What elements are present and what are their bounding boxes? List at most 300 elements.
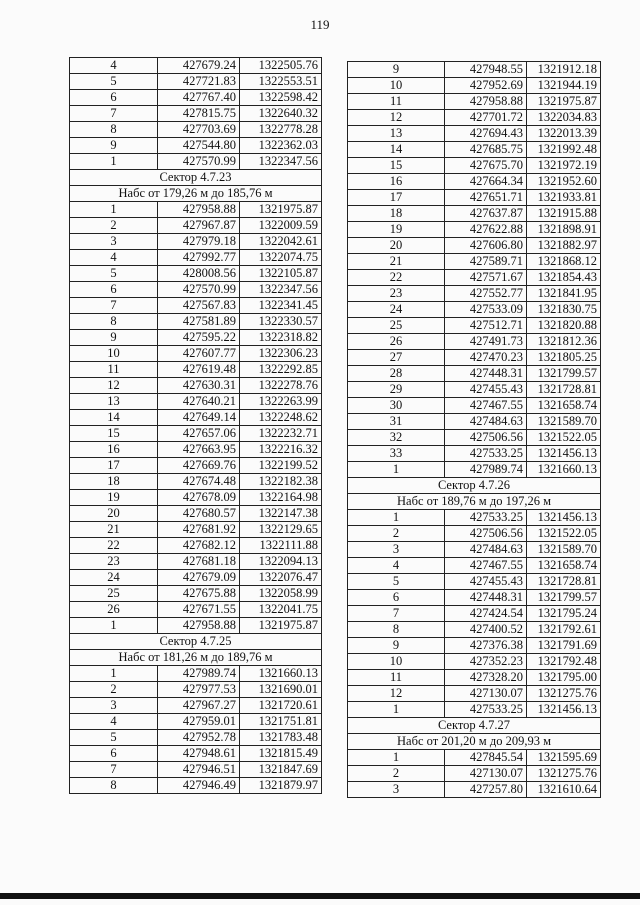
point-number: 11: [348, 670, 445, 686]
y-coordinate: 1321795.24: [527, 606, 601, 622]
point-number: 3: [70, 234, 158, 250]
point-number: 1: [348, 462, 445, 478]
sector-heading-row: [70, 634, 322, 650]
table-row: [348, 302, 601, 318]
y-coordinate: 1321751.81: [240, 714, 322, 730]
y-coordinate: 1321820.88: [527, 318, 601, 334]
x-coordinate: 427815.75: [158, 106, 240, 122]
table-row: [70, 506, 322, 522]
table-row: [348, 190, 601, 206]
x-coordinate: 427570.99: [158, 282, 240, 298]
table-row: [70, 730, 322, 746]
point-number: 1: [70, 618, 158, 634]
point-number: 29: [348, 382, 445, 398]
y-coordinate: 1321792.48: [527, 654, 601, 670]
y-coordinate: 1322034.83: [527, 110, 601, 126]
x-coordinate: 427767.40: [158, 90, 240, 106]
point-number: 5: [70, 730, 158, 746]
table-row: [348, 366, 601, 382]
x-coordinate: 427958.88: [158, 202, 240, 218]
point-number: 15: [70, 426, 158, 442]
y-coordinate: 1321589.70: [527, 542, 601, 558]
table-row: [70, 378, 322, 394]
point-number: 21: [70, 522, 158, 538]
x-coordinate: 427470.23: [445, 350, 527, 366]
y-coordinate: 1322318.82: [240, 330, 322, 346]
sector-range-row: [70, 650, 322, 666]
table-row: [70, 330, 322, 346]
point-number: 11: [70, 362, 158, 378]
x-coordinate: 427506.56: [445, 526, 527, 542]
x-coordinate: 427663.95: [158, 442, 240, 458]
y-coordinate: 1322330.57: [240, 314, 322, 330]
point-number: 26: [70, 602, 158, 618]
x-coordinate: 427685.75: [445, 142, 527, 158]
table-row: [70, 410, 322, 426]
point-number: 16: [70, 442, 158, 458]
point-number: 7: [70, 298, 158, 314]
table-row: [70, 538, 322, 554]
table-row: [348, 782, 601, 798]
table-row: [348, 206, 601, 222]
x-coordinate: 427448.31: [445, 366, 527, 382]
point-number: 6: [70, 746, 158, 762]
y-coordinate: 1322778.28: [240, 122, 322, 138]
y-coordinate: 1321868.12: [527, 254, 601, 270]
table-row: [70, 746, 322, 762]
point-number: 12: [348, 686, 445, 702]
x-coordinate: 427606.80: [445, 238, 527, 254]
x-coordinate: 428008.56: [158, 266, 240, 282]
x-coordinate: 427552.77: [445, 286, 527, 302]
x-coordinate: 427649.14: [158, 410, 240, 426]
sector-range: Набс от 201,20 м до 209,93 м: [348, 734, 601, 750]
x-coordinate: 427637.87: [445, 206, 527, 222]
point-number: 19: [70, 490, 158, 506]
sector-range-row: [70, 186, 322, 202]
y-coordinate: 1322505.76: [240, 58, 322, 74]
point-number: 3: [348, 782, 445, 798]
x-coordinate: 427467.55: [445, 558, 527, 574]
x-coordinate: 427581.89: [158, 314, 240, 330]
table-row: [348, 270, 601, 286]
table-row: [348, 78, 601, 94]
point-number: 19: [348, 222, 445, 238]
point-number: 25: [70, 586, 158, 602]
table-row: [348, 174, 601, 190]
y-coordinate: 1321975.87: [527, 94, 601, 110]
y-coordinate: 1321933.81: [527, 190, 601, 206]
point-number: 4: [70, 250, 158, 266]
table-row: [348, 654, 601, 670]
table-row: [70, 346, 322, 362]
y-coordinate: 1322292.85: [240, 362, 322, 378]
x-coordinate: 427681.18: [158, 554, 240, 570]
x-coordinate: 427952.69: [445, 78, 527, 94]
x-coordinate: 427959.01: [158, 714, 240, 730]
table-row: [348, 222, 601, 238]
point-number: 23: [70, 554, 158, 570]
table-row: [348, 350, 601, 366]
x-coordinate: 427664.34: [445, 174, 527, 190]
y-coordinate: 1322347.56: [240, 282, 322, 298]
table-row: [70, 250, 322, 266]
table-row: [348, 94, 601, 110]
x-coordinate: 427671.55: [158, 602, 240, 618]
point-number: 5: [70, 74, 158, 90]
y-coordinate: 1322147.38: [240, 506, 322, 522]
point-number: 13: [348, 126, 445, 142]
x-coordinate: 427674.48: [158, 474, 240, 490]
point-number: 8: [348, 622, 445, 638]
y-coordinate: 1322041.75: [240, 602, 322, 618]
y-coordinate: 1321912.18: [527, 62, 601, 78]
x-coordinate: 427512.71: [445, 318, 527, 334]
x-coordinate: 427678.09: [158, 490, 240, 506]
point-number: 23: [348, 286, 445, 302]
x-coordinate: 427533.25: [445, 510, 527, 526]
x-coordinate: 427352.23: [445, 654, 527, 670]
table-row: [348, 414, 601, 430]
x-coordinate: 427424.54: [445, 606, 527, 622]
y-coordinate: 1321792.61: [527, 622, 601, 638]
point-number: 1: [70, 666, 158, 682]
y-coordinate: 1321783.48: [240, 730, 322, 746]
table-row: [348, 62, 601, 78]
table-row: [70, 442, 322, 458]
x-coordinate: 427703.69: [158, 122, 240, 138]
point-number: 25: [348, 318, 445, 334]
y-coordinate: 1322278.76: [240, 378, 322, 394]
point-number: 22: [70, 538, 158, 554]
point-number: 20: [70, 506, 158, 522]
x-coordinate: 427571.67: [445, 270, 527, 286]
point-number: 2: [70, 682, 158, 698]
x-coordinate: 427679.24: [158, 58, 240, 74]
y-coordinate: 1322111.88: [240, 538, 322, 554]
x-coordinate: 427567.83: [158, 298, 240, 314]
table-row: [70, 362, 322, 378]
point-number: 30: [348, 398, 445, 414]
x-coordinate: 427682.12: [158, 538, 240, 554]
table-row: [70, 138, 322, 154]
y-coordinate: 1321898.91: [527, 222, 601, 238]
point-number: 1: [70, 202, 158, 218]
table-row: [70, 154, 322, 170]
y-coordinate: 1321841.95: [527, 286, 601, 302]
y-coordinate: 1321275.76: [527, 686, 601, 702]
table-row: [348, 638, 601, 654]
y-coordinate: 1321728.81: [527, 382, 601, 398]
table-row: [70, 266, 322, 282]
point-number: 10: [348, 78, 445, 94]
y-coordinate: 1322074.75: [240, 250, 322, 266]
x-coordinate: 427958.88: [158, 618, 240, 634]
sector-heading-row: [348, 718, 601, 734]
point-number: 27: [348, 350, 445, 366]
x-coordinate: 427328.20: [445, 670, 527, 686]
point-number: 33: [348, 446, 445, 462]
point-number: 31: [348, 414, 445, 430]
table-row: [348, 606, 601, 622]
point-number: 6: [70, 282, 158, 298]
point-number: 7: [348, 606, 445, 622]
x-coordinate: 427484.63: [445, 542, 527, 558]
x-coordinate: 427681.92: [158, 522, 240, 538]
table-row: [70, 698, 322, 714]
y-coordinate: 1322042.61: [240, 234, 322, 250]
x-coordinate: 427533.09: [445, 302, 527, 318]
y-coordinate: 1322216.32: [240, 442, 322, 458]
point-number: 10: [348, 654, 445, 670]
table-row: [348, 526, 601, 542]
table-row: [348, 142, 601, 158]
x-coordinate: 427948.61: [158, 746, 240, 762]
point-number: 22: [348, 270, 445, 286]
table-row: [70, 682, 322, 698]
x-coordinate: 427669.76: [158, 458, 240, 474]
table-row: [70, 458, 322, 474]
point-number: 13: [70, 394, 158, 410]
y-coordinate: 1322199.52: [240, 458, 322, 474]
y-coordinate: 1322598.42: [240, 90, 322, 106]
x-coordinate: 427989.74: [158, 666, 240, 682]
x-coordinate: 427992.77: [158, 250, 240, 266]
y-coordinate: 1322182.38: [240, 474, 322, 490]
y-coordinate: 1321522.05: [527, 526, 601, 542]
x-coordinate: 427400.52: [445, 622, 527, 638]
point-number: 7: [70, 762, 158, 778]
x-coordinate: 427630.31: [158, 378, 240, 394]
y-coordinate: 1321944.19: [527, 78, 601, 94]
table-row: [70, 106, 322, 122]
point-number: 24: [348, 302, 445, 318]
sector-heading-row: [70, 170, 322, 186]
table-row: [348, 238, 601, 254]
x-coordinate: 427679.09: [158, 570, 240, 586]
table-row: [348, 110, 601, 126]
y-coordinate: 1322553.51: [240, 74, 322, 90]
point-number: 17: [70, 458, 158, 474]
point-number: 6: [70, 90, 158, 106]
x-coordinate: 427589.71: [445, 254, 527, 270]
sector-range-row: [348, 734, 601, 750]
x-coordinate: 427948.55: [445, 62, 527, 78]
table-row: [70, 202, 322, 218]
x-coordinate: 427680.57: [158, 506, 240, 522]
table-row: [348, 158, 601, 174]
x-coordinate: 427376.38: [445, 638, 527, 654]
table-row: [348, 430, 601, 446]
x-coordinate: 427484.63: [445, 414, 527, 430]
x-coordinate: 427448.31: [445, 590, 527, 606]
table-row: [348, 702, 601, 718]
table-row: [70, 74, 322, 90]
point-number: 1: [70, 154, 158, 170]
point-number: 6: [348, 590, 445, 606]
table-row: [70, 90, 322, 106]
point-number: 11: [348, 94, 445, 110]
x-coordinate: 427619.48: [158, 362, 240, 378]
sector-title: Сектор 4.7.23: [70, 170, 322, 186]
page-number: 119: [310, 17, 330, 32]
y-coordinate: 1321658.74: [527, 558, 601, 574]
x-coordinate: 427675.70: [445, 158, 527, 174]
point-number: 2: [348, 766, 445, 782]
x-coordinate: 427640.21: [158, 394, 240, 410]
y-coordinate: 1322129.65: [240, 522, 322, 538]
sector-title: Сектор 4.7.25: [70, 634, 322, 650]
x-coordinate: 427675.88: [158, 586, 240, 602]
point-number: 9: [70, 330, 158, 346]
left-coordinates-table: [69, 57, 322, 794]
table-row: [348, 254, 601, 270]
y-coordinate: 1321975.87: [240, 202, 322, 218]
table-row: [348, 318, 601, 334]
table-row: [348, 590, 601, 606]
table-row: [348, 286, 601, 302]
table-row: [70, 522, 322, 538]
point-number: 4: [348, 558, 445, 574]
point-number: 26: [348, 334, 445, 350]
x-coordinate: 427651.71: [445, 190, 527, 206]
y-coordinate: 1322347.56: [240, 154, 322, 170]
x-coordinate: 427952.78: [158, 730, 240, 746]
point-number: 5: [348, 574, 445, 590]
x-coordinate: 427595.22: [158, 330, 240, 346]
y-coordinate: 1321854.43: [527, 270, 601, 286]
table-row: [70, 714, 322, 730]
x-coordinate: 427946.51: [158, 762, 240, 778]
y-coordinate: 1322248.62: [240, 410, 322, 426]
y-coordinate: 1321882.97: [527, 238, 601, 254]
y-coordinate: 1321812.36: [527, 334, 601, 350]
y-coordinate: 1321275.76: [527, 766, 601, 782]
table-row: [348, 334, 601, 350]
sector-range: Набс от 189,76 м до 197,26 м: [348, 494, 601, 510]
y-coordinate: 1321830.75: [527, 302, 601, 318]
point-number: 9: [348, 638, 445, 654]
point-number: 14: [70, 410, 158, 426]
sector-range-row: [348, 494, 601, 510]
table-row: [348, 542, 601, 558]
x-coordinate: 427506.56: [445, 430, 527, 446]
table-row: [348, 574, 601, 590]
point-number: 8: [70, 778, 158, 794]
table-row: [348, 446, 601, 462]
y-coordinate: 1322263.99: [240, 394, 322, 410]
y-coordinate: 1321660.13: [527, 462, 601, 478]
y-coordinate: 1322341.45: [240, 298, 322, 314]
y-coordinate: 1322232.71: [240, 426, 322, 442]
x-coordinate: 427467.55: [445, 398, 527, 414]
y-coordinate: 1321690.01: [240, 682, 322, 698]
y-coordinate: 1321658.74: [527, 398, 601, 414]
point-number: 16: [348, 174, 445, 190]
table-row: [348, 462, 601, 478]
sector-title: Сектор 4.7.26: [348, 478, 601, 494]
point-number: 9: [348, 62, 445, 78]
x-coordinate: 427989.74: [445, 462, 527, 478]
table-row: [348, 558, 601, 574]
sector-title: Сектор 4.7.27: [348, 718, 601, 734]
x-coordinate: 427701.72: [445, 110, 527, 126]
point-number: 14: [348, 142, 445, 158]
sector-heading-row: [348, 478, 601, 494]
x-coordinate: 427130.07: [445, 766, 527, 782]
y-coordinate: 1322076.47: [240, 570, 322, 586]
table-row: [70, 554, 322, 570]
y-coordinate: 1321456.13: [527, 446, 601, 462]
table-row: [70, 490, 322, 506]
table-row: [70, 122, 322, 138]
point-number: 3: [70, 698, 158, 714]
x-coordinate: 427533.25: [445, 446, 527, 462]
y-coordinate: 1322058.99: [240, 586, 322, 602]
table-row: [70, 234, 322, 250]
x-coordinate: 427622.88: [445, 222, 527, 238]
x-coordinate: 427845.54: [445, 750, 527, 766]
y-coordinate: 1321815.49: [240, 746, 322, 762]
x-coordinate: 427533.25: [445, 702, 527, 718]
x-coordinate: 427257.80: [445, 782, 527, 798]
x-coordinate: 427544.80: [158, 138, 240, 154]
table-row: [348, 510, 601, 526]
table-row: [348, 670, 601, 686]
point-number: 21: [348, 254, 445, 270]
point-number: 1: [348, 750, 445, 766]
table-row: [70, 218, 322, 234]
table-row: [70, 58, 322, 74]
point-number: 18: [70, 474, 158, 490]
x-coordinate: 427694.43: [445, 126, 527, 142]
point-number: 4: [70, 714, 158, 730]
x-coordinate: 427958.88: [445, 94, 527, 110]
y-coordinate: 1321952.60: [527, 174, 601, 190]
table-row: [70, 570, 322, 586]
point-number: 10: [70, 346, 158, 362]
point-number: 15: [348, 158, 445, 174]
y-coordinate: 1321992.48: [527, 142, 601, 158]
point-number: 8: [70, 122, 158, 138]
point-number: 32: [348, 430, 445, 446]
y-coordinate: 1321915.88: [527, 206, 601, 222]
sector-range: Набс от 179,26 м до 185,76 м: [70, 186, 322, 202]
table-row: [70, 394, 322, 410]
table-row: [70, 618, 322, 634]
point-number: 28: [348, 366, 445, 382]
point-number: 7: [70, 106, 158, 122]
y-coordinate: 1322105.87: [240, 266, 322, 282]
y-coordinate: 1322164.98: [240, 490, 322, 506]
point-number: 2: [70, 218, 158, 234]
x-coordinate: 427657.06: [158, 426, 240, 442]
table-row: [348, 126, 601, 142]
table-row: [70, 762, 322, 778]
y-coordinate: 1321972.19: [527, 158, 601, 174]
point-number: 17: [348, 190, 445, 206]
y-coordinate: 1321975.87: [240, 618, 322, 634]
table-row: [348, 622, 601, 638]
x-coordinate: 427570.99: [158, 154, 240, 170]
point-number: 8: [70, 314, 158, 330]
point-number: 12: [70, 378, 158, 394]
y-coordinate: 1321795.00: [527, 670, 601, 686]
y-coordinate: 1322013.39: [527, 126, 601, 142]
table-row: [70, 474, 322, 490]
y-coordinate: 1321720.61: [240, 698, 322, 714]
y-coordinate: 1321456.13: [527, 510, 601, 526]
